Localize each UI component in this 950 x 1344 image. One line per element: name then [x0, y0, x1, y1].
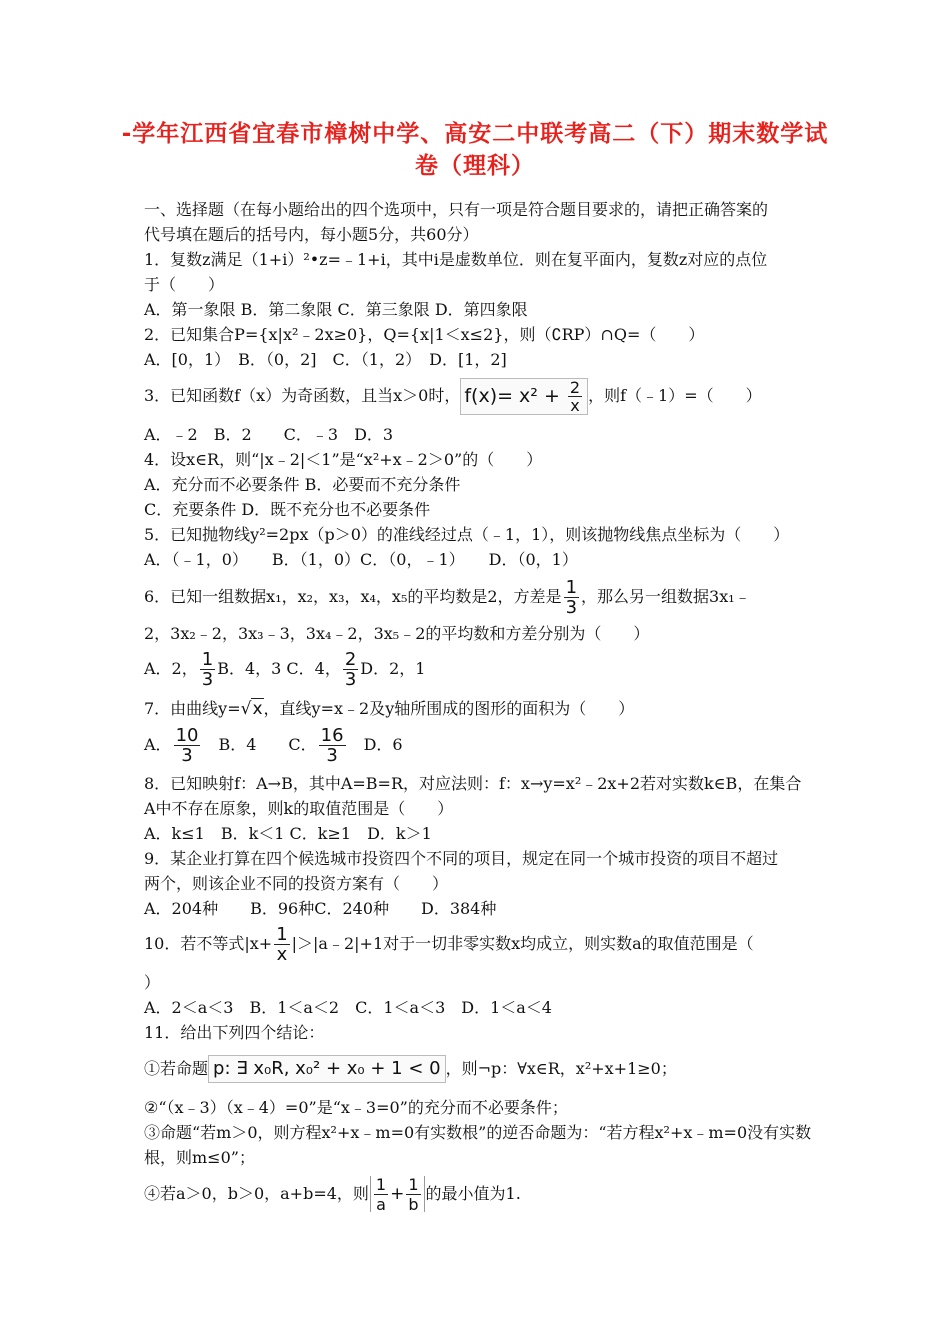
question-11-item-3-line-1: ③命题“若m＞0，则方程x²+x﹣m=0有实数根”的逆否命题为：“若方程x²+x﹣m=0没有实数: [144, 1123, 812, 1142]
fraction-numerator: 1: [565, 576, 578, 598]
fraction-denominator: 3: [344, 668, 357, 690]
question-11-item-1: [144, 1050, 677, 1088]
question-3-options: A．﹣2 B．2 C．﹣3 D．3: [144, 425, 394, 444]
sqrt-expression: √x: [240, 699, 263, 719]
question-10-options: A．2＜a＜3 B．1＜a＜2 C．1＜a＜3 D．1＜a＜4: [144, 998, 552, 1017]
fraction-numerator: 1: [201, 648, 214, 670]
question-9-line-2: 两个，则该企业不同的投资方案有（ ）: [144, 874, 449, 893]
question-7-options: [144, 724, 403, 766]
option-d-label: D．2，1: [360, 659, 426, 678]
fraction-denominator: 3: [181, 744, 193, 766]
option-d-label: D．6: [347, 735, 403, 754]
question-6-text-post: ，那么另一组数据3x₁﹣: [581, 587, 751, 606]
question-10-text-pre: 10．若不等式|x+: [144, 934, 273, 953]
item-1-text-pre: ①若命题: [144, 1059, 209, 1078]
exam-title-line-1: -学年江西省宜春市樟树中学、高安二中联考高二（下）期末数学试: [121, 121, 829, 147]
section-header-line-2: 代号填在题后的括号内，每小题5分，共60分）: [144, 225, 479, 244]
option-bc-label: B．4，3 C．4，: [217, 659, 341, 678]
question-1-line-2: 于（ ）: [144, 275, 225, 294]
question-8-line-1: 8．已知映射f：A→B，其中A=B=R，对应法则：f：x→y=x²﹣2x+2若对实数k∈B，在集合: [144, 774, 802, 793]
question-6-options: [144, 648, 426, 690]
question-7-text-pre: 7．由曲线y=: [144, 699, 241, 718]
question-3-text-pre: 3．已知函数f（x）为奇函数，且当x＞0时，: [144, 386, 461, 405]
section-header-line-1: 一、选择题（在每小题给出的四个选项中，只有一项是符合题目要求的，请把正确答案的: [144, 200, 769, 219]
question-1-options: A．第一象限 B．第二象限 C．第三象限 D．第四象限: [144, 300, 528, 319]
fraction-numerator: 16: [320, 724, 344, 746]
question-9-line-1: 9．某企业打算在四个候选城市投资四个不同的项目，规定在同一个城市投资的项目不超过: [144, 849, 779, 868]
sqrt-radicand: x: [252, 699, 263, 719]
item-4-text-post: 的最小值为1.: [425, 1184, 521, 1203]
question-4-options-2: C．充要条件 D．既不充分也不必要条件: [144, 500, 431, 519]
question-11-item-2: ②“（x﹣3）（x﹣4）=0”是“x﹣3=0”的充分而不必要条件；: [144, 1098, 568, 1117]
question-1-line-1: 1．复数z满足（1+i）²•z=﹣1+i，其中i是虚数单位．则在复平面内，复数z对应的点位: [144, 250, 768, 269]
item-4-text-pre: ④若a＞0，b＞0，a+b=4，则: [144, 1184, 369, 1203]
fraction-denominator: a: [376, 1194, 386, 1214]
formula-numerator: 2: [569, 377, 581, 397]
fraction-numerator: 1: [375, 1174, 387, 1194]
item-1-text-post: ，则¬p：∀x∈R，x²+x+1≥0；: [445, 1059, 677, 1078]
option-a-label: A．: [144, 735, 172, 754]
question-7-text-post: ，直线y=x﹣2及y轴所围成的图形的面积为（ ）: [263, 699, 635, 718]
item-1-formula: p: ∃ x₀R, x₀² + x₀ + 1 < 0: [208, 1055, 446, 1083]
exam-title-line-2: 卷（理科）: [415, 153, 535, 179]
question-5: 5．已知抛物线y²=2px（p＞0）的准线经过点（﹣1，1），则该抛物线焦点坐标为（ ）: [144, 525, 790, 544]
option-a-label: A．2，: [144, 659, 198, 678]
question-6-line-1: [144, 576, 751, 618]
fraction-denominator: b: [408, 1194, 419, 1214]
fraction-numerator: 2: [344, 648, 357, 670]
question-5-options: A．（﹣1，0） B．（1，0）C．（0，﹣1） D．（0，1）: [144, 550, 578, 569]
question-4-options-1: A．充分而不必要条件 B．必要而不充分条件: [144, 475, 461, 494]
question-10-line-2: ）: [144, 973, 161, 992]
fraction-numerator: 1: [408, 1174, 419, 1194]
question-11-item-3-line-2: 根，则m≤0”；: [144, 1148, 255, 1167]
question-4: 4．设x∈R，则“|x﹣2|＜1”是“x²+x﹣2＞0”的（ ）: [144, 450, 543, 469]
formula-box-left: [370, 1176, 371, 1212]
formula-denominator: x: [570, 395, 580, 415]
question-11: 11．给出下列四个结论：: [144, 1023, 325, 1042]
question-6-line-2: 2，3x₂﹣2，3x₃﹣3，3x₄﹣2，3x₅﹣2的平均数和方差分别为（ ）: [144, 624, 650, 643]
question-8-line-2: A中不存在原象，则k的取值范围是（ ）: [144, 799, 454, 818]
question-6-text-pre: 6．已知一组数据x₁，x₂，x₃，x₄，x₅的平均数是2，方差是: [144, 587, 562, 606]
fraction-denominator: 3: [565, 596, 578, 618]
question-2-options: A．[0，1） B．（0，2] C．（1，2） D．[1，2]: [144, 350, 507, 369]
fraction-numerator: 1: [276, 923, 288, 945]
plus-sign: +: [390, 1184, 405, 1204]
question-8-options: A．k≤1 B．k＜1 C．k≥1 D．k＞1: [144, 824, 432, 843]
formula-main: f(x)= x² +: [464, 384, 566, 407]
question-10-line-1: [144, 922, 754, 966]
question-9-options: A．204种 B．96种C．240种 D．384种: [144, 899, 497, 918]
question-2: 2．已知集合P={x|x²﹣2x≥0}，Q={x|1＜x≤2}，则（∁RP）∩Q=（ ）: [144, 325, 705, 344]
fraction-denominator: 3: [201, 668, 214, 690]
question-3-text-post: ，则f（﹣1）=（ ）: [588, 386, 762, 405]
fraction-denominator: x: [276, 943, 288, 965]
question-7: [144, 698, 634, 720]
question-10-text-post: |＞|a﹣2|+1对于一切非零实数x均成立，则实数a的取值范围是（: [291, 934, 754, 953]
fraction-denominator: 3: [326, 744, 338, 766]
option-b-label: B．4 C．: [202, 735, 317, 754]
question-3: [144, 376, 762, 416]
formula-box-right: [424, 1176, 425, 1212]
fraction-numerator: 10: [175, 724, 199, 746]
question-11-item-4: [144, 1172, 521, 1216]
question-3-formula: [460, 378, 588, 415]
